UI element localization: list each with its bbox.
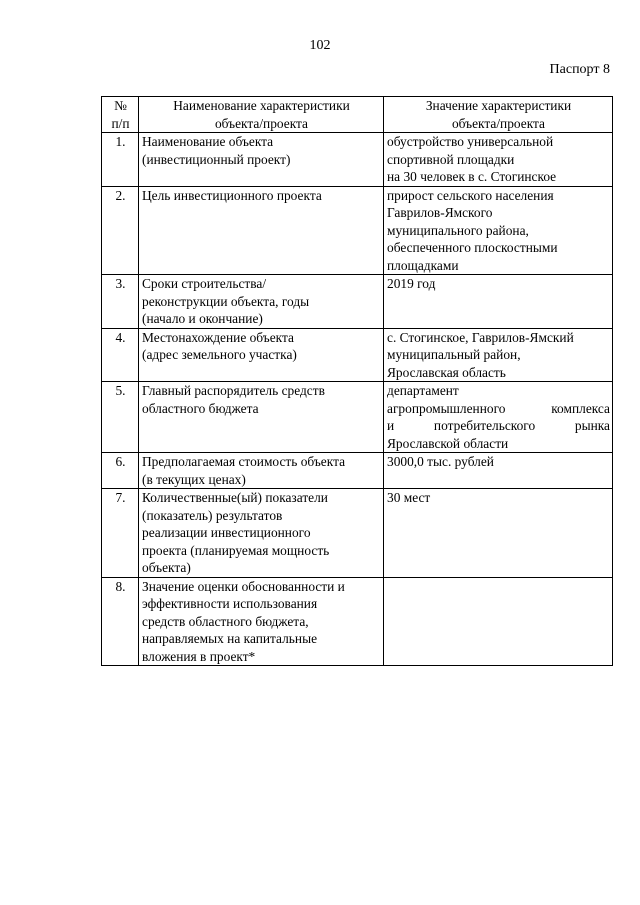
row-value-line: площадками: [387, 257, 459, 273]
row-name-line: реализации инвестиционного: [142, 525, 311, 540]
row-name-line: объекта): [142, 560, 191, 575]
table-row: [102, 382, 613, 453]
row-name: [139, 453, 384, 489]
row-name: [139, 275, 384, 329]
row-value-line: спортивной площадки: [387, 151, 515, 167]
page-number: 102: [309, 38, 331, 53]
row-value-line: Ярославской области: [387, 435, 509, 451]
row-value-line: на 30 человек в с. Стогинское: [387, 169, 557, 184]
row-value-line: муниципального района,: [387, 222, 529, 238]
row-name-line: Сроки строительства/: [142, 276, 267, 291]
row-name: [139, 133, 384, 187]
row-value: [384, 133, 613, 187]
row-name-line: Количественные(ый) показатели: [142, 490, 328, 505]
row-value-line: агропромышленного комплекса: [387, 400, 610, 416]
row-name-line: (в текущих ценах): [142, 471, 246, 487]
header-name-line: Наименование характеристики: [173, 98, 350, 113]
row-name: [139, 577, 384, 666]
row-number: 8.: [102, 577, 139, 666]
header-num-line: п/п: [111, 115, 130, 131]
row-number: 4.: [102, 328, 139, 382]
table-row: [102, 186, 613, 275]
header-value: [384, 97, 613, 133]
table-row: [102, 489, 613, 578]
row-name-line: (начало и окончание): [142, 311, 263, 326]
row-name-line: направляемых на капитальные: [142, 631, 318, 646]
row-name-line: (показатель) результатов: [142, 507, 283, 523]
header-value-line: объекта/проекта: [451, 115, 545, 131]
row-name: [139, 186, 384, 275]
row-value: [384, 328, 613, 382]
header-name: [139, 97, 384, 133]
row-number: 7.: [102, 489, 139, 578]
row-value-line: департамент: [387, 383, 459, 398]
row-name-line: Цель инвестиционного проекта: [142, 187, 322, 203]
row-value-line: 2019 год: [387, 276, 436, 291]
row-value: [384, 453, 613, 489]
row-number: 2.: [102, 186, 139, 275]
row-name-line: Предполагаемая стоимость объекта: [142, 454, 346, 469]
row-value: [384, 489, 613, 578]
row-value-line: муниципальный район,: [387, 347, 521, 362]
header-num-line: №: [114, 98, 127, 113]
row-name-line: (инвестиционный проект): [142, 151, 291, 167]
row-value: [384, 186, 613, 275]
row-name-line: проекта (планируемая мощность: [142, 542, 330, 558]
table-row: [102, 453, 613, 489]
passport-table: [101, 96, 613, 666]
row-name-line: Наименование объекта: [142, 134, 274, 149]
row-number: 5.: [102, 382, 139, 453]
row-name: [139, 489, 384, 578]
table-row: [102, 133, 613, 187]
row-name-line: Значение оценки обоснованности и: [142, 578, 345, 594]
table-header-row: [102, 97, 613, 133]
header-num: [102, 97, 139, 133]
row-name: [139, 382, 384, 453]
row-value: [384, 382, 613, 453]
row-value-line: и потребительского рынка: [387, 418, 610, 433]
row-name-line: средств областного бюджета,: [142, 613, 309, 629]
header-name-line: объекта/проекта: [214, 115, 308, 131]
row-value: [384, 577, 613, 666]
row-value-line: Гаврилов-Ямского: [387, 205, 493, 220]
row-value-line: 30 мест: [387, 490, 431, 505]
row-number: 6.: [102, 453, 139, 489]
row-value: [384, 275, 613, 329]
row-value-line: обеспеченного плоскостными: [387, 240, 558, 255]
table-row: [102, 275, 613, 329]
row-name-line: реконструкции объекта, годы: [142, 293, 310, 309]
row-name-line: Местонахождение объекта: [142, 329, 294, 345]
row-name-line: вложения в проект*: [142, 648, 256, 664]
row-value-line: 3000,0 тыс. рублей: [387, 454, 494, 469]
row-value-line: Ярославская область: [387, 364, 506, 380]
row-name-line: (адрес земельного участка): [142, 347, 297, 362]
passport-label: Паспорт 8: [549, 62, 610, 77]
row-name-line: Главный распорядитель средств: [142, 383, 325, 398]
row-value-line: обустройство универсальной: [387, 134, 554, 149]
header-value-line: Значение характеристики: [425, 98, 572, 113]
table-row: [102, 328, 613, 382]
row-value-line: с. Стогинское, Гаврилов-Ямский: [387, 329, 574, 345]
row-number: 3.: [102, 275, 139, 329]
table-row: [102, 577, 613, 666]
row-number: 1.: [102, 133, 139, 187]
row-value-line: прирост сельского населения: [387, 187, 554, 203]
row-name-line: областного бюджета: [142, 400, 259, 416]
row-name: [139, 328, 384, 382]
row-name-line: эффективности использования: [142, 596, 318, 611]
